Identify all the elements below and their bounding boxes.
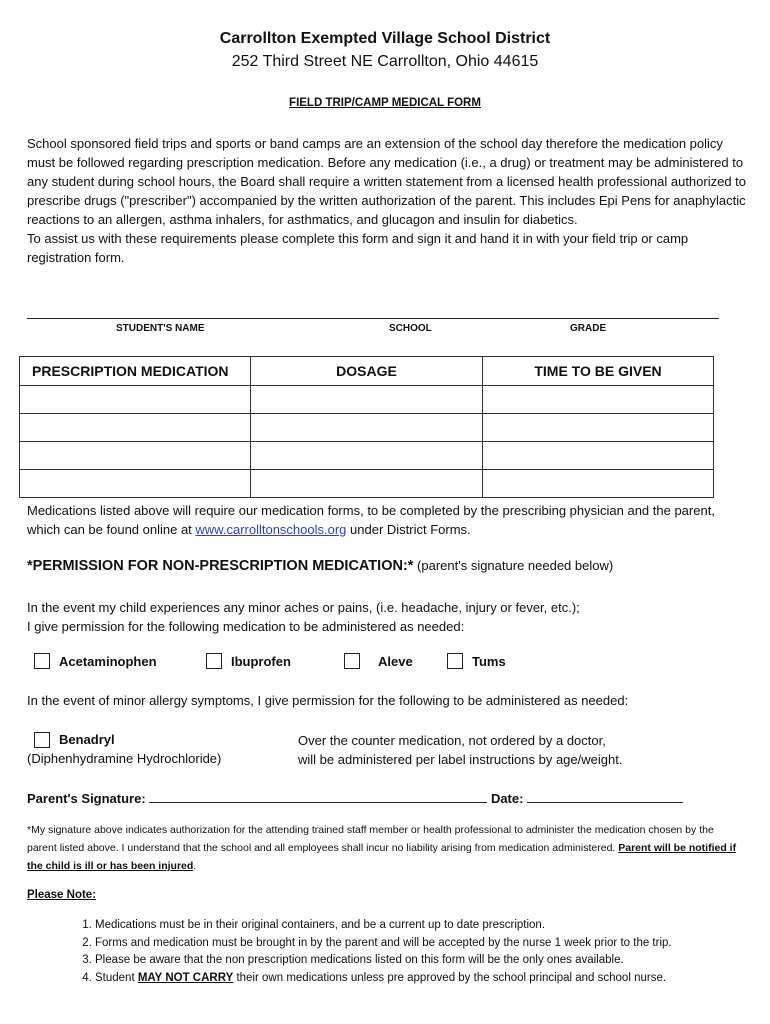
medication-cell[interactable] (20, 442, 251, 470)
table-row (20, 442, 714, 470)
authorization-disclaimer (27, 821, 742, 875)
medication-cell[interactable] (20, 386, 251, 414)
signature-line (27, 789, 683, 806)
time-cell[interactable] (483, 386, 714, 414)
date-field[interactable] (527, 789, 683, 803)
permission-subheading: (parent's signature needed below) (413, 558, 614, 573)
time-cell[interactable] (483, 442, 714, 470)
table-row (20, 470, 714, 498)
grade-label: GRADE (570, 323, 607, 334)
dosage-header: DOSAGE (251, 357, 483, 386)
district-address: 252 Third Street NE Carrollton, Ohio 44615 (231, 53, 539, 70)
list-item: 1. Medications must be in their original containers, and be a current up to date prescription. (95, 917, 770, 935)
benadryl-generic-name: (Diphenhydramine Hydrochloride) (27, 751, 222, 766)
time-header: TIME TO BE GIVEN (483, 357, 714, 386)
ibuprofen-label: Ibuprofen (231, 653, 291, 669)
please-note-heading: Please Note: (27, 889, 97, 901)
ibuprofen-option[interactable] (206, 653, 291, 669)
notes-list (70, 917, 770, 987)
parent-signature-label: Parent's Signature: (27, 791, 146, 806)
otc-line-1: Over the counter medication, not ordered by a doctor, (298, 733, 606, 748)
acetaminophen-label: Acetaminophen (59, 653, 157, 669)
otc-notice (298, 731, 622, 769)
note-text-end: under District Forms. (346, 522, 471, 537)
prescription-medication-header: PRESCRIPTION MEDICATION (20, 357, 251, 386)
benadryl-checkbox[interactable] (34, 732, 50, 748)
prescription-table (19, 356, 714, 498)
student-info-line[interactable] (27, 318, 719, 319)
aches-permission-text (27, 598, 747, 636)
intro-text (27, 134, 747, 267)
dosage-cell[interactable] (251, 414, 483, 442)
disclaimer-end: . (193, 860, 197, 872)
disclaimer-emphasis: Parent will be notified if the child is ill or has been injured (27, 842, 737, 872)
medication-cell[interactable] (20, 414, 251, 442)
permission-heading-text: *PERMISSION FOR NON-PRESCRIPTION MEDICATION:* (27, 558, 414, 574)
tums-checkbox[interactable] (447, 653, 463, 669)
table-row (20, 386, 714, 414)
benadryl-option[interactable] (27, 730, 221, 768)
time-cell[interactable] (483, 470, 714, 498)
time-cell[interactable] (483, 414, 714, 442)
acetaminophen-option[interactable] (34, 653, 157, 669)
aches-line-1: In the event my child experiences any minor aches or pains, (i.e. headache, injury or fever, etc.); (27, 600, 580, 615)
may-not-carry-emphasis: MAY NOT CARRY (137, 971, 234, 984)
aches-line-2: I give permission for the following medication to be administered as needed: (27, 619, 465, 634)
disclaimer-text: *My signature above indicates authorization for the attending trained staff member or health professional to administer the medication chosen by the parent listed above. I understand that the school and all employees shall incur no liability arising from medication administered. (27, 824, 714, 854)
medication-cell[interactable] (20, 470, 251, 498)
school-label: SCHOOL (389, 323, 432, 334)
district-website-link[interactable]: www.carrolltonschools.org (195, 522, 347, 537)
intro-paragraph-1: School sponsored field trips and sports or band camps are an extension of the school day therefore the medication policy must be followed regarding prescription medication. Before any medication (i.e., a drug) or treatment may be administered to any student during school hours, the Board shall require a written statement from a licensed health professional authorized to prescribe drugs ("prescriber") accompanied by the written authorization of the parent. This includes Epi Pens for anaphylactic reactions to an allergen, asthma inhalers, for asthmatics, and glucagon and insulin for diabetics. (27, 136, 747, 227)
benadryl-label: Benadryl (59, 732, 115, 747)
note-text: Medications listed above will require our medication forms, to be completed by the prescribing physician and the parent, which can be found online at (27, 503, 715, 537)
date-label: Date: (490, 791, 524, 806)
note4-text-end: their own medications unless pre approved by the school principal and school nurse. (233, 971, 667, 984)
district-title: Carrollton Exempted Village School District (219, 30, 551, 47)
aleve-option[interactable] (344, 653, 413, 669)
aleve-label: Aleve (378, 653, 413, 669)
table-row (20, 414, 714, 442)
dosage-cell[interactable] (251, 470, 483, 498)
allergy-permission-text: In the event of minor allergy symptoms, I give permission for the following to be administered as needed: (27, 693, 629, 708)
list-item (95, 970, 770, 988)
permission-heading (27, 558, 613, 574)
student-name-label: STUDENT'S NAME (116, 323, 205, 334)
medication-forms-note (27, 501, 747, 539)
parent-signature-field[interactable] (149, 789, 487, 803)
form-title: FIELD TRIP/CAMP MEDICAL FORM (289, 97, 481, 109)
list-item: 3. Please be aware that the non prescription medications listed on this form will be the only ones available. (95, 952, 770, 970)
list-item: 2. Forms and medication must be brought in by the parent and will be accepted by the nurse 1 week prior to the trip. (95, 935, 770, 953)
tums-label: Tums (472, 653, 506, 669)
dosage-cell[interactable] (251, 442, 483, 470)
ibuprofen-checkbox[interactable] (206, 653, 222, 669)
otc-line-2: will be administered per label instructions by age/weight. (298, 752, 623, 767)
tums-option[interactable] (447, 653, 506, 669)
aleve-checkbox[interactable] (344, 653, 360, 669)
acetaminophen-checkbox[interactable] (34, 653, 50, 669)
note4-text: Student (95, 971, 138, 984)
benadryl-row[interactable] (34, 730, 221, 749)
dosage-cell[interactable] (251, 386, 483, 414)
intro-paragraph-2: To assist us with these requirements please complete this form and sign it and hand it in with your field trip or camp registration form. (27, 231, 689, 265)
